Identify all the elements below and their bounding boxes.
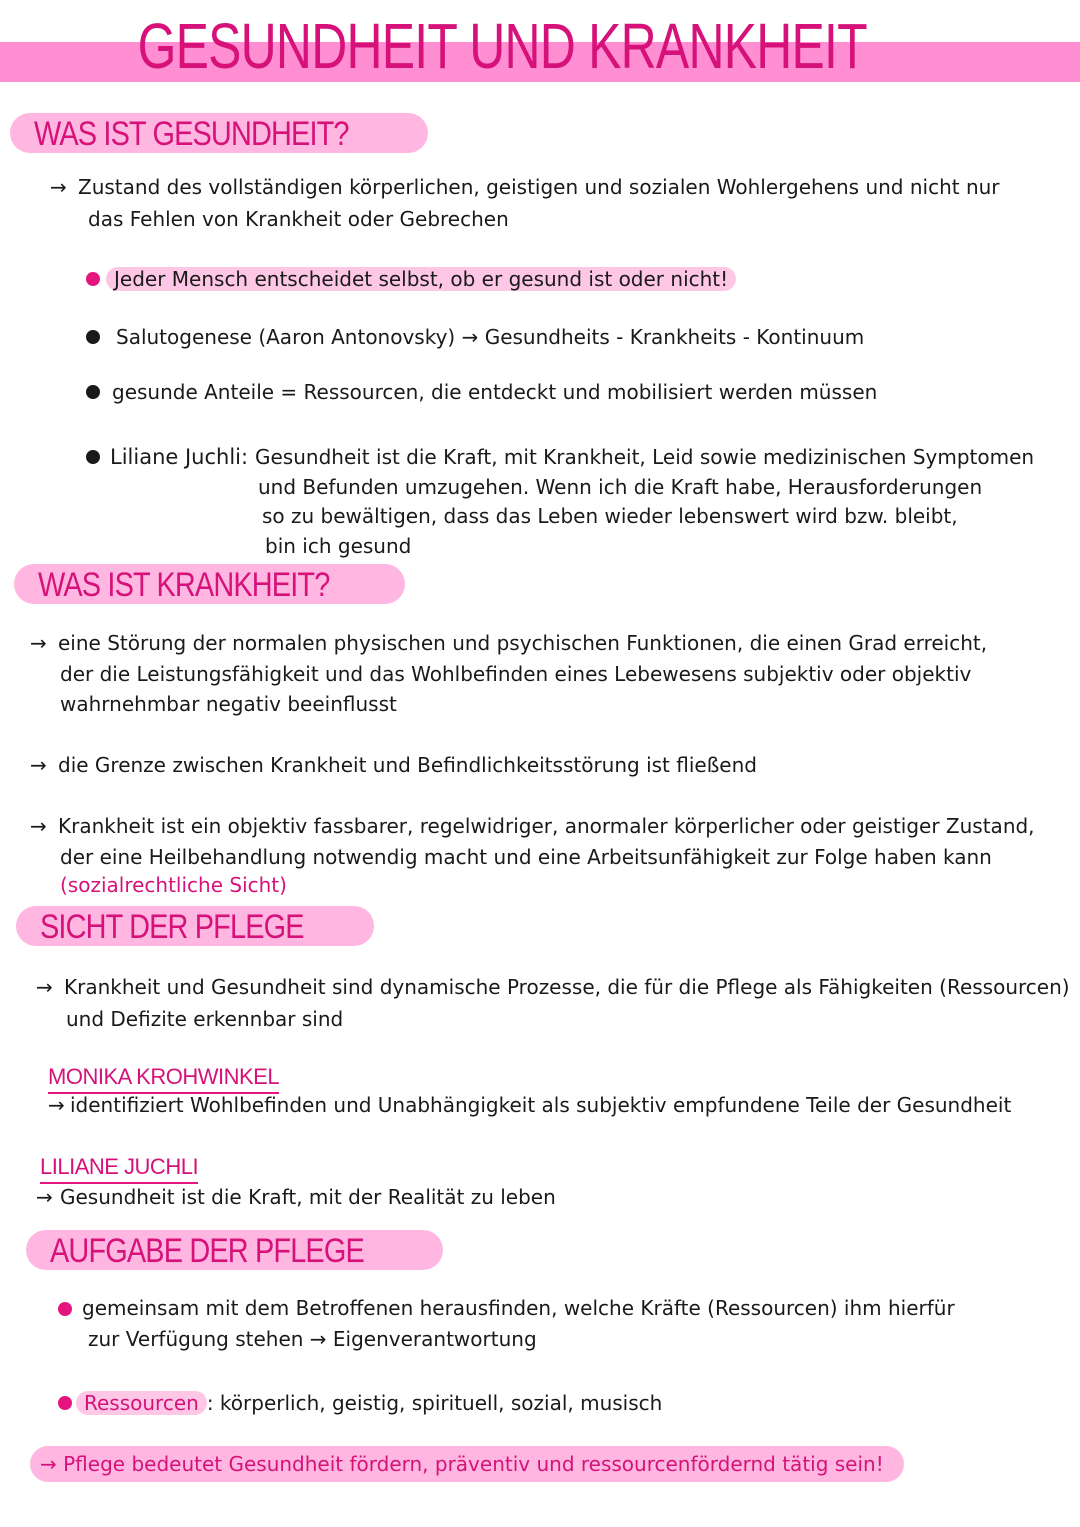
aufgabe-bullet1: gemeinsam mit dem Betroffenen herausfinden, welche Kräfte (Ressourcen) ihm hierfür	[82, 1296, 955, 1320]
ressourcen-label: Ressourcen	[76, 1391, 207, 1415]
gesundheit-definition: → Zustand des vollständigen körperlichen, geistigen und sozialen Wohlergehens und nicht nur	[50, 172, 1000, 203]
heading-was-ist-gesundheit: WAS IST GESUNDHEIT?	[10, 113, 428, 153]
krankheit-sozialrecht-cont: der eine Heilbehandlung notwendig macht und eine Arbeitsunfähigkeit zur Folge haben kann	[60, 845, 992, 869]
arrow-icon: →	[30, 631, 47, 655]
arrow-icon: →	[40, 1452, 64, 1476]
bullet-icon	[58, 1302, 72, 1316]
arrow-icon: →	[30, 753, 47, 777]
juchli-quote-line1: Gesundheit ist die Kraft, mit Krankheit, Leid sowie medizinischen Symptomen	[255, 445, 1035, 469]
juchli-quote-line4: bin ich gesund	[265, 534, 412, 558]
juchli-quote-line2: und Befunden umzugehen. Wenn ich die Kraft habe, Herausforderungen	[258, 475, 983, 499]
arrow-icon: →	[48, 1093, 65, 1117]
bullet-icon	[86, 385, 100, 399]
name-liliane-juchli: LILIANE JUCHLI	[40, 1154, 198, 1184]
bullet-juchli-label: Liliane Juchli:	[110, 445, 249, 469]
bullet-gesunde-anteile: gesunde Anteile = Ressourcen, die entdeckt und mobilisiert werden müssen	[112, 380, 878, 404]
krankheit-sozialrecht: → Krankheit ist ein objektiv fassbarer, regelwidriger, anormaler körperlicher oder geistiger Zustand,	[30, 811, 1035, 842]
sozialrechtliche-sicht-note: (sozialrechtliche Sicht)	[60, 873, 287, 897]
conclusion: → Pflege bedeutet Gesundheit fördern, präventiv und ressourcenfördernd tätig sein!	[30, 1446, 904, 1482]
page-title: GESUNDHEIT UND KRANKHEIT	[137, 10, 867, 82]
aufgabe-bullet1-cont: zur Verfügung stehen → Eigenverantwortung	[88, 1327, 537, 1351]
bullet-jeder-mensch: Jeder Mensch entscheidet selbst, ob er gesund ist oder nicht!	[106, 264, 736, 295]
juchli-quote-line3: so zu bewältigen, dass das Leben wieder lebenswert wird bzw. bleibt,	[262, 504, 958, 528]
pflege-sicht-text-cont: und Defizite erkennbar sind	[66, 1007, 344, 1031]
krankheit-grenze: → die Grenze zwischen Krankheit und Befindlichkeitsstörung ist fließend	[30, 750, 757, 781]
bullet-icon	[58, 1396, 72, 1410]
bullet-icon	[86, 450, 100, 464]
arrow-icon: →	[36, 975, 53, 999]
arrow-icon: →	[30, 814, 47, 838]
krankheit-definition: → eine Störung der normalen physischen und psychischen Funktionen, die einen Grad erreicht,	[30, 628, 987, 659]
heading-aufgabe-der-pflege: AUFGABE DER PFLEGE	[26, 1230, 443, 1270]
aufgabe-ressourcen: Ressourcen : körperlich, geistig, spirituell, sozial, musisch	[76, 1388, 662, 1419]
name-monika-krohwinkel: MONIKA KROHWINKEL	[48, 1064, 279, 1094]
bullet-salutogenese: Salutogenese (Aaron Antonovsky) → Gesundheits - Krankheits - Kontinuum	[116, 325, 865, 349]
heading-sicht-der-pflege: SICHT DER PFLEGE	[16, 906, 374, 946]
heading-was-ist-krankheit: WAS IST KRANKHEIT?	[14, 564, 405, 604]
arrow-icon: →	[36, 1185, 53, 1209]
krankheit-definition-cont1: der die Leistungsfähigkeit und das Wohlbefinden eines Lebewesens subjektiv oder objektiv	[60, 662, 972, 686]
bullet-icon	[86, 330, 100, 344]
gesundheit-definition-cont: das Fehlen von Krankheit oder Gebrechen	[88, 207, 509, 231]
bullet-icon	[86, 272, 100, 286]
krohwinkel-text: → identifiziert Wohlbefinden und Unabhängigkeit als subjektiv empfundene Teile der Gesundheit	[48, 1090, 1011, 1121]
arrow-icon: →	[50, 175, 67, 199]
pflege-sicht-text: → Krankheit und Gesundheit sind dynamische Prozesse, die für die Pflege als Fähigkeiten (Ressourcen)	[36, 972, 1070, 1003]
krankheit-definition-cont2: wahrnehmbar negativ beeinflusst	[60, 692, 397, 716]
juchli-text: → Gesundheit ist die Kraft, mit der Realität zu leben	[36, 1182, 556, 1213]
